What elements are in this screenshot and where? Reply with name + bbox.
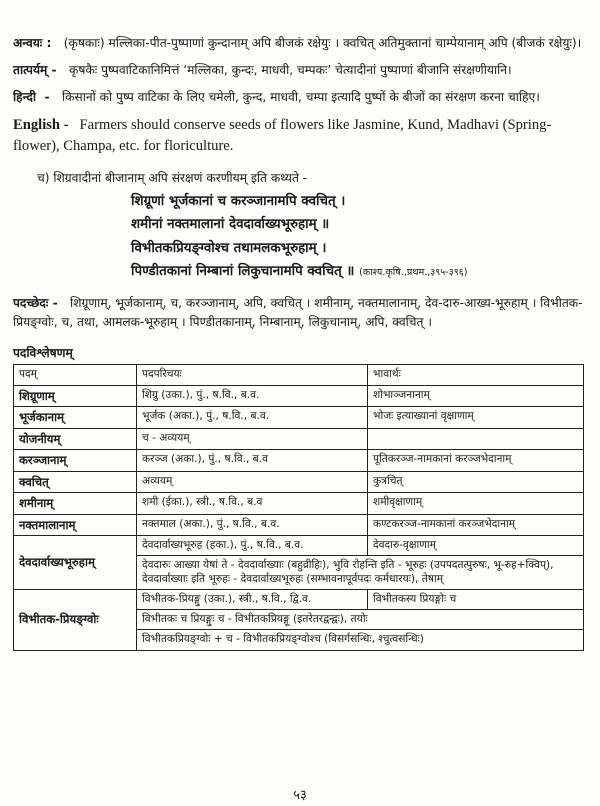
word-analysis-table [13, 364, 584, 650]
word-cell: शमीनाम् [14, 493, 137, 514]
anvaya-paragraph: अन्वयः : (कृषकाः) मल्लिका-पीत-पुष्पाणां कुन्दानाम् अपि बीजकं रक्षेयुः । क्वचित् अतिमुक्तानां चाम्पेयानाम् अपि (बीजकं रक्षेयुः)। [13, 36, 582, 50]
word-cell: शिग्रूणाम् [14, 385, 137, 406]
table-row [14, 450, 584, 471]
word-cell: योजनीयम् [14, 428, 137, 449]
word-cell: करञ्जानाम् [14, 450, 137, 471]
intro-cell: शिग्रु (उका.), पुं., ष.वि., ब.व. [137, 385, 368, 406]
hindi-paragraph: हिन्दी - किसानों को पुष्प वाटिका के लिए चमेली, कुन्द, माधवी, चम्पा इत्यादि पुष्पों के बीजों का संरक्षण करना चाहिए। [13, 89, 540, 104]
meaning-cell: कुत्रचित् [368, 471, 584, 492]
verse-heading: च) शिग्रवादीनां बीजानाम् अपि संरक्षणं करणीयम् इति कथ्यते - [37, 171, 308, 186]
tatparyam-paragraph: तात्पर्यम् - कृषकैः पुष्पवाटिकानिमित्तं ‘मल्लिका, कुन्दः, माधवी, चम्पकः’ चेत्यादीनां पुष्पाणां बीजानि संरक्षणीयानि। [13, 62, 512, 77]
verse-line: शिग्रूणां भूर्जकानां च करञ्जानामपि क्वचित् । [131, 193, 346, 209]
english-text: Farmers should conserve seeds of flowers like Jasmine, Kund, Madhavi (Spring-flower), Champa, etc. for floriculture. [13, 116, 552, 154]
intro-cell: नक्तमाल (अका.), पुं., ष.वि., ब.व. [137, 514, 368, 535]
verse-line: शमीनां नक्तमालानां देवदार्वाख्यभूरुहाम् ॥ [131, 217, 330, 233]
page-number: ५३ [293, 788, 307, 803]
word-cell: विभीतक-प्रियङ्ग्वोः [14, 589, 137, 650]
word-cell: क्वचित् [14, 471, 137, 492]
word-cell: देवदार्वाख्यभूरुहाम् [14, 536, 137, 590]
table-row [14, 493, 584, 514]
intro-cell: भूर्जक (अका.), पुं., ष.वि., ब.व. [137, 407, 368, 428]
word-cell: नक्तमालानाम् [14, 514, 137, 535]
table-header-row [14, 365, 584, 385]
verse-reference: (काश्य.कृषि.,प्रथम.,३९५-३९६) [359, 267, 468, 279]
meaning-cell: शोभाञ्जनानाम् [368, 385, 584, 406]
anvaya-label: अन्वयः [13, 36, 43, 50]
intro-cell: च - अव्ययम् [137, 428, 368, 449]
padaccheda-text: शिग्रूणाम्, भूर्जकानाम्, च, करञ्जानाम्, अपि, क्वचित् । शमीनाम्, नक्तमालानाम्, देव-दारु-आख्य-भूरुहाम् । विभीतक-प्रियङ्ग्वोः, च, तथा, आमलक-भूरुहाम् । पिण्डीतकानाम्, निम्बानाम्, लिकुचानाम्, अपि, क्वचित् । [13, 295, 583, 329]
table-row [14, 428, 584, 449]
tatparyam-text: कृषकैः पुष्पवाटिकानिमित्तं ‘मल्लिका, कुन्दः, माधवी, चम्पकः’ चेत्यादीनां पुष्पाणां बीजानि संरक्षणीयानि। [68, 62, 512, 77]
english-paragraph: English - Farmers should conserve seeds of flowers like Jasmine, Kund, Madhavi (Spring-flower), Champa, etc. for floriculture. [13, 116, 552, 154]
verse-block [131, 190, 588, 284]
meaning-cell: भोजः इत्याख्यानां वृक्षाणाम् [368, 407, 584, 428]
meaning-cell: शमीवृक्षाणाम् [368, 493, 584, 514]
padaccheda-label: पदच्छेदः [13, 295, 49, 310]
table-heading: पदविश्लेषणम् [13, 345, 73, 360]
english-label: English [13, 116, 61, 133]
meaning-cell: कण्टकरञ्ज-नामकानां करञ्जभेदानाम् [368, 514, 584, 535]
header-cell: पदपरिचयः [137, 365, 368, 385]
word-cell: भूर्जकानाम् [14, 407, 137, 428]
detail-cell: देवदारुः आख्या येषां ते - देवदार्वाख्याः (बहुव्रीहिः), भुवि रोहन्ति इति - भूरुहः (उपपदतत्पुरुषः, भू-रुह+क्विप्), देवदार्वाख्याः इति भूरुहः - देवदार्वाख्यभूरुहः (सम्भावनापूर्वपदः कर्मधारयः), तेषाम् [137, 556, 584, 589]
detail-cell: विभीतकः च प्रियङ्गुः च - विभीतकप्रियङ्गू (इतरेतरद्वन्द्वः), तयोः [137, 610, 584, 630]
meaning-cell [368, 428, 584, 449]
intro-cell: अव्ययम् [137, 471, 368, 492]
table-row [14, 407, 584, 428]
intro-cell: देवदार्वाख्यभूरुह (हका.), पुं., ष.वि., ब.व. [137, 536, 368, 556]
table-row [14, 536, 584, 556]
verse-line: पिण्डीतकानां निम्बानां लिकुचानामपि क्वचित् ॥ [131, 264, 355, 280]
table-row [14, 471, 584, 492]
tatparyam-label: तात्पर्यम् [13, 62, 48, 77]
header-cell: पदम् [14, 365, 137, 385]
meaning-cell: विभीतकस्य प्रियङ्गोः च [368, 589, 584, 609]
header-cell: भावार्थः [368, 365, 584, 385]
table-row [14, 385, 584, 406]
meaning-cell: देवदारु-वृक्षाणाम् [368, 536, 584, 556]
page-content [13, 34, 588, 651]
hindi-text: किसानों को पुष्प वाटिका के लिए चमेली, कुन्द, माधवी, चम्पा इत्यादि पुष्पों के बीजों का संरक्षण करना चाहिए। [61, 89, 540, 104]
verse-line-last [131, 260, 588, 283]
anvaya-text: (कृषकाः) मल्लिका-पीत-पुष्पाणां कुन्दानाम् अपि बीजकं रक्षेयुः । क्वचित् अतिमुक्तानां चाम्पेयानाम् अपि (बीजकं रक्षेयुः)। [63, 36, 582, 50]
table-row [14, 589, 584, 609]
intro-cell: शमी (ईका.), स्त्री., ष.वि., ब.व [137, 493, 368, 514]
detail-cell: विभीतकप्रियङ्ग्वोः + च - विभीतकप्रियङ्ग्वोश्च (विसर्गसन्धिः, श्चुत्वसन्धिः) [137, 630, 584, 650]
table-row [14, 514, 584, 535]
verse-line: विभीतकप्रियङ्ग्वोश्च तथामलकभूरुहाम् । [131, 240, 327, 256]
hindi-label: हिन्दी [13, 89, 37, 104]
intro-cell: विभीतक-प्रियङ्गु (उका.), स्त्री., ष.वि., द्वि.व. [137, 589, 368, 609]
meaning-cell: पूतिकरञ्ज-नामकानां करञ्जभेदानाम् [368, 450, 584, 471]
padaccheda-paragraph: पदच्छेदः - शिग्रूणाम्, भूर्जकानाम्, च, करञ्जानाम्, अपि, क्वचित् । शमीनाम्, नक्तमालानाम्, देव-दारु-आख्य-भूरुहाम् । विभीतक-प्रियङ्ग्वोः, च, तथा, आमलक-भूरुहाम् । पिण्डीतकानाम्, निम्बानाम्, लिकुचानाम्, अपि, क्वचित् । [13, 295, 583, 329]
intro-cell: करञ्ज (अका.), पुं., ष.वि., ब.व [137, 450, 368, 471]
